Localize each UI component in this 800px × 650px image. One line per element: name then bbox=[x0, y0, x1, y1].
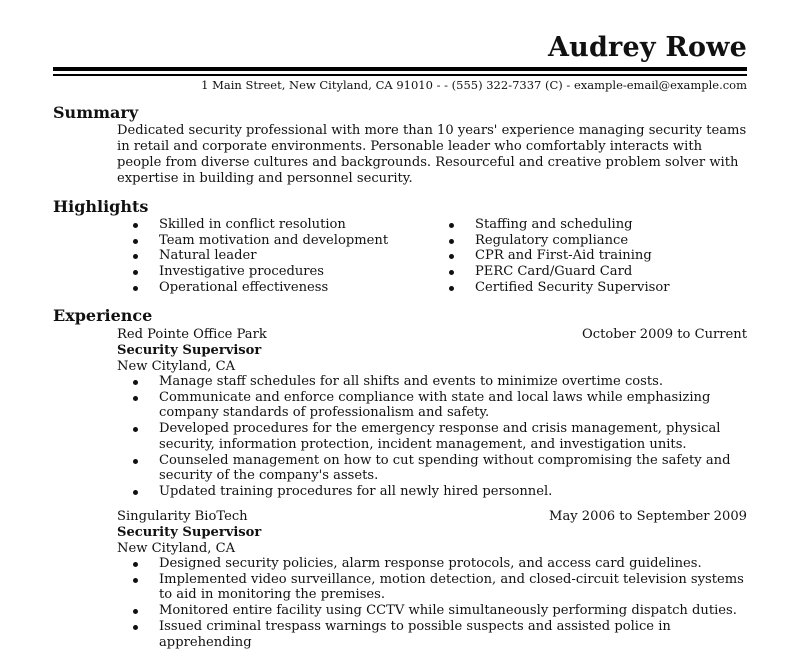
list-item: Certified Security Supervisor bbox=[433, 280, 733, 296]
list-item: Manage staff schedules for all shifts and events to minimize overtime costs. bbox=[117, 374, 747, 390]
header-rule-thick bbox=[53, 67, 747, 71]
list-item: Developed procedures for the emergency response and crisis management, physical security, information protection, incident management, and investigation units. bbox=[117, 421, 747, 452]
job-company-line bbox=[117, 509, 747, 525]
list-item: Team motivation and development bbox=[117, 233, 417, 249]
job-company: Red Pointe Office Park bbox=[117, 327, 267, 342]
contact-line: 1 Main Street, New Cityland, CA 91010 - - (555) 322-7337 (C) - example-email@example.com bbox=[201, 78, 747, 92]
job-duties-list bbox=[117, 374, 747, 500]
list-item: Natural leader bbox=[117, 248, 417, 264]
job-dates: May 2006 to September 2009 bbox=[549, 509, 747, 524]
job-duties-list bbox=[117, 556, 747, 650]
list-item: Monitored entire facility using CCTV while simultaneously performing dispatch duties. bbox=[117, 603, 747, 619]
list-item: Operational effectiveness bbox=[117, 280, 417, 296]
highlights-left-list bbox=[117, 217, 417, 296]
list-item: Designed security policies, alarm response protocols, and access card guidelines. bbox=[117, 556, 747, 572]
candidate-name: Audrey Rowe bbox=[547, 32, 747, 63]
list-item: Updated training procedures for all newly hired personnel. bbox=[117, 484, 747, 500]
highlights-right-list bbox=[433, 217, 733, 296]
highlights-heading: Highlights bbox=[53, 197, 149, 216]
experience-heading: Experience bbox=[53, 306, 153, 325]
job-company-line bbox=[117, 327, 747, 343]
list-item: Skilled in conflict resolution bbox=[117, 217, 417, 233]
job-location: New Cityland, CA bbox=[117, 359, 236, 374]
job-title: Security Supervisor bbox=[117, 525, 262, 540]
list-item: Investigative procedures bbox=[117, 264, 417, 280]
header-rule-thin bbox=[53, 74, 747, 76]
list-item: CPR and First-Aid training bbox=[433, 248, 733, 264]
list-item: Staffing and scheduling bbox=[433, 217, 733, 233]
list-item: Issued criminal trespass warnings to possible suspects and assisted police in apprehending bbox=[117, 619, 747, 650]
list-item: Implemented video surveillance, motion detection, and closed-circuit television systems to aid in monitoring the premises. bbox=[117, 572, 747, 603]
list-item: PERC Card/Guard Card bbox=[433, 264, 733, 280]
job-location: New Cityland, CA bbox=[117, 541, 236, 556]
summary-heading: Summary bbox=[53, 103, 139, 122]
summary-text: Dedicated security professional with more than 10 years' experience managing security teams in retail and corporate environments. Personable leader who comfortably interacts with people from diverse cultures and backgrounds. Resourceful and creative problem solver with expertise in building and personnel security. bbox=[117, 123, 747, 186]
list-item: Counseled management on how to cut spending without compromising the safety and security of the company's assets. bbox=[117, 453, 747, 484]
list-item: Communicate and enforce compliance with state and local laws while emphasizing company standards of professionalism and safety. bbox=[117, 390, 747, 421]
job-company: Singularity BioTech bbox=[117, 509, 248, 524]
job-title: Security Supervisor bbox=[117, 343, 262, 358]
list-item: Regulatory compliance bbox=[433, 233, 733, 249]
job-dates: October 2009 to Current bbox=[582, 327, 747, 342]
